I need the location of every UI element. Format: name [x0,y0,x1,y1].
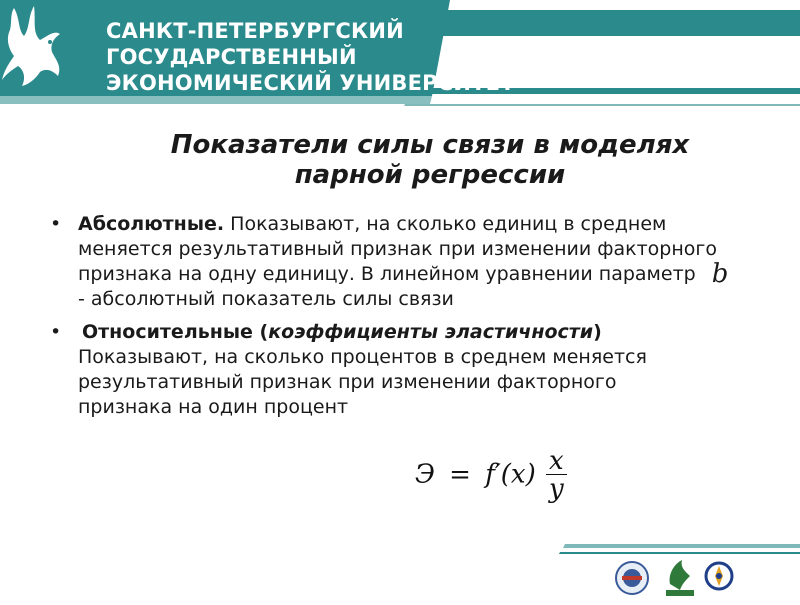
university-name-line-1: САНКТ-ПЕТЕРБУРГСКИЙ [106,19,404,43]
term-absolute: Абсолютные. [78,213,225,235]
formula-func: f′(x) [485,459,536,490]
formula-lhs: Э [415,459,435,490]
formula-fraction [546,448,567,503]
term-relative: Относительные ( [82,321,269,343]
relative-description: Показывают, на сколько процентов в среднем меняется результативный признак при изменении факторного признака на один процент [78,346,647,418]
parameter-b: b [711,259,729,289]
elasticity-formula [415,448,567,503]
term-relative-close: ) [593,321,602,343]
university-name [106,18,515,96]
absolute-description: Показывают, на сколько единиц в среднем меняется результативный признак при изменении факторного признака на одну единицу. В линейном уравнении параметр [78,213,718,285]
term-relative-italic: коэффициенты эластичности [268,321,594,343]
university-name-line-3: ЭКОНОМИЧЕСКИЙ УНИВЕРСИТЕТ [106,71,515,95]
finek-griffin-logo [662,554,698,598]
partner-emblem-logo [704,560,734,594]
bullet-dot-icon: • [50,213,62,235]
university-name-line-2: ГОСУДАРСТВЕННЫЙ [106,45,357,69]
formula-eq: = [449,459,471,490]
finec-seal-logo [612,560,652,596]
bullet-relative [48,320,748,420]
slide-title-line-1: Показатели силы связи в моделях [170,130,690,160]
formula-numerator: x [546,448,567,475]
absolute-description-tail: - абсолютный показатель силы связи [78,288,454,310]
slide-title [140,130,720,190]
bullet-dot-icon: • [50,321,62,343]
bullet-absolute [48,212,748,312]
bullet-list [48,212,748,428]
griffin-logo-icon [0,0,70,90]
slide-title-line-2: парной регрессии [294,160,566,190]
formula-denominator: y [548,474,564,504]
header-band [0,0,800,110]
footer-band [0,540,800,600]
